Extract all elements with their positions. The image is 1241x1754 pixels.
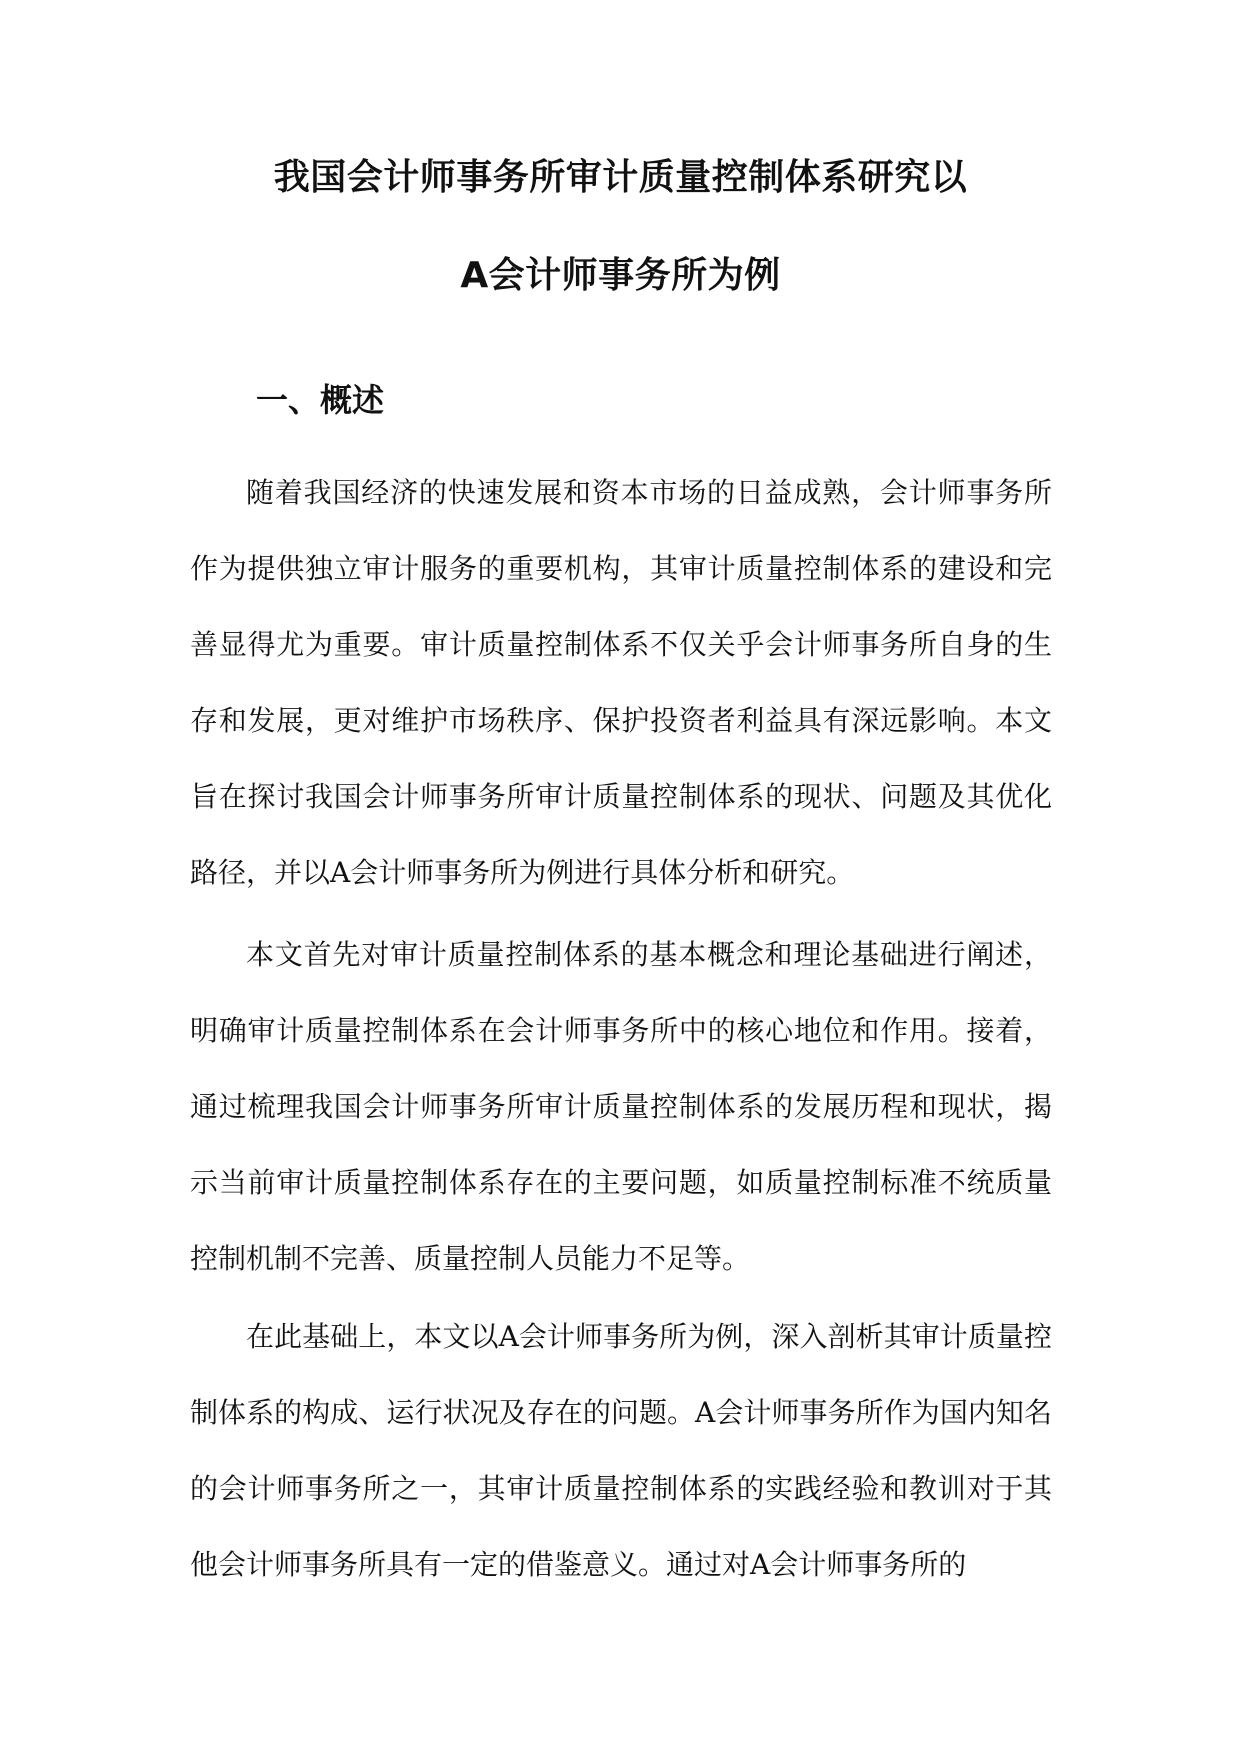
paragraph-2: 本文首先对审计质量控制体系的基本概念和理论基础进行阐述，明确审计质量控制体系在会计师事务所中的核心地位和作用。接着，通过梳理我国会计师事务所审计质量控制体系的发展历程和现状，揭示当前审计质量控制体系存在的主要问题，如质量控制标准不统质量控制机制不完善、质量控制人员能力不足等。 bbox=[190, 938, 1052, 1275]
section-heading: 一、概述 bbox=[256, 381, 385, 419]
paragraph-1: 随着我国经济的快速发展和资本市场的日益成熟，会计师事务所作为提供独立审计服务的重要机构，其审计质量控制体系的建设和完善显得尤为重要。审计质量控制体系不仅关乎会计师事务所自身的生存和发展，更对维护市场秩序、保护投资者利益具有深远影响。本文旨在探讨我国会计师事务所审计质量控制体系的现状、问题及其优化路径，并以A会计师事务所为例进行具体分析和研究。 bbox=[190, 476, 1052, 889]
document-title-line-2: A会计师事务所为例 bbox=[460, 255, 781, 296]
document-title-line-1: 我国会计师事务所审计质量控制体系研究以 bbox=[273, 157, 968, 198]
paragraph-3: 在此基础上，本文以A会计师事务所为例，深入剖析其审计质量控制体系的构成、运行状况及存在的问题。A会计师事务所作为国内知名的会计师事务所之一，其审计质量控制体系的实践经验和教训对于其他会计师事务所具有一定的借鉴意义。通过对A会计师事务所的 bbox=[190, 1320, 1052, 1581]
